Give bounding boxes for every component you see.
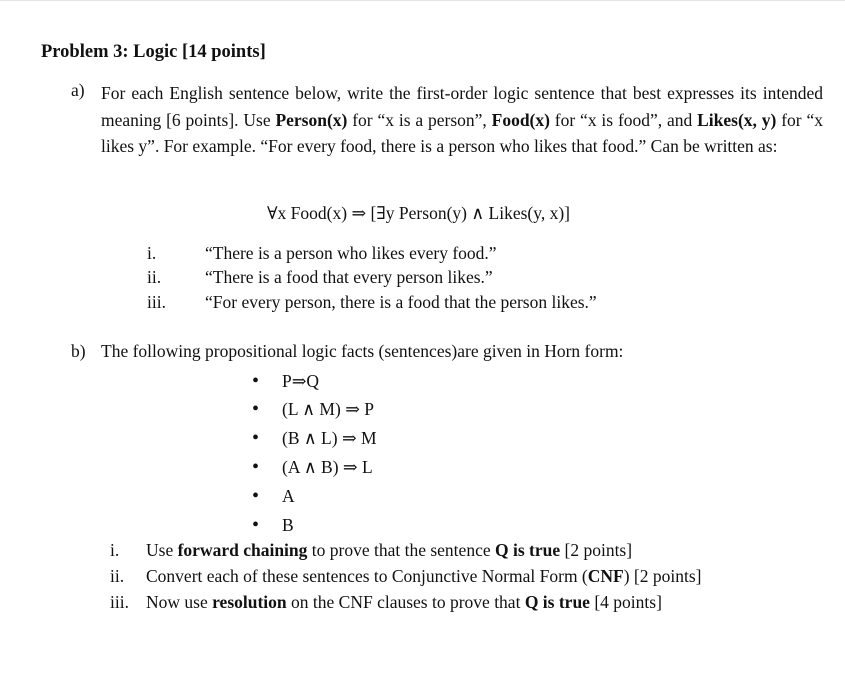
food-predicate: Food(x) — [491, 109, 550, 130]
bullet-icon: • — [252, 514, 260, 536]
task-text-part: Now use — [146, 592, 213, 612]
intro-text: for “x likes y”. For example. “For every food, there is a person who likes that food.” Can be written as: — [101, 109, 823, 156]
task-keyword: Q is true — [524, 592, 590, 612]
bullet-icon: • — [252, 456, 260, 478]
person-predicate: Person(x) — [275, 109, 348, 130]
bullet-icon: • — [252, 398, 260, 420]
task-text — [146, 538, 632, 562]
fact-text: P⇒Q — [282, 371, 320, 391]
task-text-part: to prove that the sentence — [307, 540, 495, 560]
item-number: ii. — [147, 267, 162, 287]
task-keyword: forward chaining — [177, 540, 308, 560]
fact-text: A — [282, 486, 295, 506]
bullet-icon: • — [252, 427, 260, 449]
task-keyword: Q is true — [494, 540, 561, 560]
likes-predicate: Likes(x, y) — [697, 109, 777, 130]
task-keyword: CNF — [587, 566, 624, 586]
fact-item — [252, 424, 377, 452]
intro-text: For each English sentence below, write the first-order logic sentence that best expresses its intended meaning [6 points]. Use — [101, 83, 823, 130]
task-text-part: [2 points] — [560, 540, 633, 560]
task-text — [146, 590, 662, 614]
part-b-marker: b) — [71, 341, 86, 361]
top-border — [0, 0, 845, 1]
fact-item — [252, 453, 373, 481]
intro-text: for “x is food”, and — [549, 109, 698, 130]
task-number: iii. — [110, 592, 129, 612]
bullet-icon: • — [252, 485, 260, 507]
fact-item — [252, 367, 319, 395]
bullet-icon: • — [252, 370, 260, 392]
task-text-part: [4 points] — [589, 592, 662, 612]
intro-text: for “x is a person”, — [347, 109, 492, 130]
fact-text: (L ∧ M) ⇒ P — [282, 399, 374, 419]
task-text — [146, 564, 702, 588]
fact-item — [252, 511, 294, 539]
example-formula: ∀x Food(x) ⇒ [∃y Person(y) ∧ Likes(y, x)] — [267, 203, 571, 223]
task-text-part: ) [2 points] — [623, 566, 702, 586]
problem-title: Problem 3: Logic [14 points] — [41, 42, 266, 62]
fact-text: (B ∧ L) ⇒ M — [282, 428, 377, 448]
task-number: i. — [110, 540, 120, 560]
part-a — [71, 80, 823, 160]
item-number: i. — [147, 243, 157, 263]
task-text-part: Use — [146, 540, 178, 560]
task-text-part: Convert each of these sentences to Conjunctive Normal Form ( — [146, 566, 588, 586]
task-number: ii. — [110, 566, 125, 586]
part-b-intro: The following propositional logic facts (sentences)are given in Horn form: — [101, 341, 624, 361]
part-a-intro — [101, 80, 823, 160]
task-keyword: resolution — [212, 592, 287, 612]
fact-text: B — [282, 515, 294, 535]
item-text: “There is a person who likes every food.” — [205, 243, 497, 263]
part-a-marker: a) — [71, 80, 85, 100]
fact-item — [252, 482, 295, 510]
item-text: “There is a food that every person likes.” — [205, 267, 493, 287]
task-text-part: on the CNF clauses to prove that — [286, 592, 525, 612]
item-number: iii. — [147, 292, 166, 312]
fact-item — [252, 395, 374, 423]
item-text: “For every person, there is a food that the person likes.” — [205, 292, 597, 312]
fact-text: (A ∧ B) ⇒ L — [282, 457, 373, 477]
